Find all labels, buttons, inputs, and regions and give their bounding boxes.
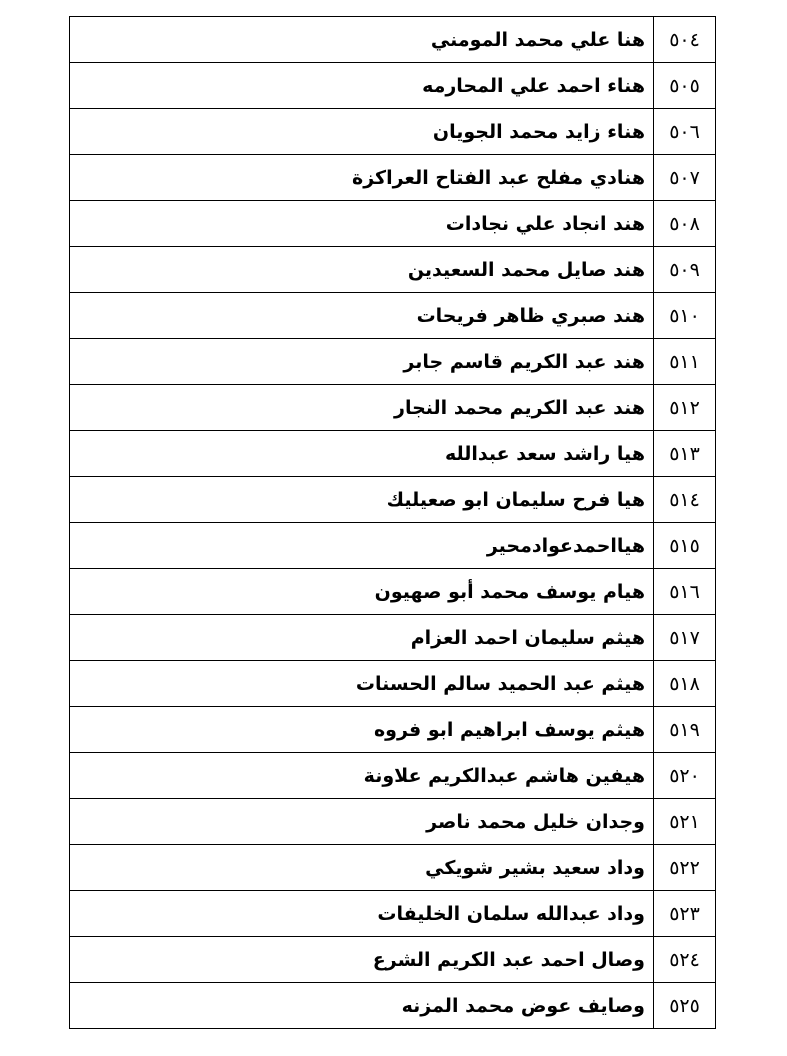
person-name: هيثم يوسف ابراهيم ابو فروه: [70, 707, 654, 753]
person-name: وجدان خليل محمد ناصر: [70, 799, 654, 845]
table-row: [70, 17, 716, 63]
table-row: [70, 799, 716, 845]
person-name: هناء احمد علي المحارمه: [70, 63, 654, 109]
row-number: ٥٢٤: [654, 937, 716, 983]
person-name: هند صبري ظاهر فريحات: [70, 293, 654, 339]
row-number: ٥١٢: [654, 385, 716, 431]
table-row: [70, 201, 716, 247]
row-number: ٥٠٩: [654, 247, 716, 293]
row-number: ٥٢٢: [654, 845, 716, 891]
row-number: ٥٢٠: [654, 753, 716, 799]
table-row: [70, 845, 716, 891]
person-name: هند عبد الكريم محمد النجار: [70, 385, 654, 431]
row-number: ٥٠٦: [654, 109, 716, 155]
table-row: [70, 937, 716, 983]
person-name: هند صايل محمد السعيدين: [70, 247, 654, 293]
person-name: وصال احمد عبد الكريم الشرع: [70, 937, 654, 983]
person-name: هيثم سليمان احمد العزام: [70, 615, 654, 661]
person-name: هيفين هاشم عبدالكريم علاونة: [70, 753, 654, 799]
row-number: ٥١٨: [654, 661, 716, 707]
row-number: ٥٠٥: [654, 63, 716, 109]
person-name: هند انجاد علي نجادات: [70, 201, 654, 247]
person-name: هيا راشد سعد عبدالله: [70, 431, 654, 477]
person-name: وداد سعيد بشير شويكي: [70, 845, 654, 891]
row-number: ٥١٤: [654, 477, 716, 523]
names-table-container: [69, 16, 716, 1029]
row-number: ٥٠٨: [654, 201, 716, 247]
row-number: ٥١٣: [654, 431, 716, 477]
person-name: وصايف عوض محمد المزنه: [70, 983, 654, 1029]
table-row: [70, 247, 716, 293]
table-row: [70, 477, 716, 523]
table-row: [70, 707, 716, 753]
person-name: هيثم عبد الحميد سالم الحسنات: [70, 661, 654, 707]
table-row: [70, 385, 716, 431]
table-row: [70, 753, 716, 799]
row-number: ٥٠٤: [654, 17, 716, 63]
table-row: [70, 615, 716, 661]
table-row: [70, 63, 716, 109]
person-name: وداد عبدالله سلمان الخليفات: [70, 891, 654, 937]
person-name: هيا فرح سليمان ابو صعيليك: [70, 477, 654, 523]
names-table-body: [70, 17, 716, 1029]
row-number: ٥١٦: [654, 569, 716, 615]
person-name: هند عبد الكريم قاسم جابر: [70, 339, 654, 385]
table-row: [70, 155, 716, 201]
table-row: [70, 339, 716, 385]
names-table: [69, 16, 716, 1029]
table-row: [70, 523, 716, 569]
row-number: ٥٢١: [654, 799, 716, 845]
table-row: [70, 431, 716, 477]
table-row: [70, 293, 716, 339]
row-number: ٥٢٥: [654, 983, 716, 1029]
person-name: هناء زايد محمد الجويان: [70, 109, 654, 155]
person-name: هيااحمدعوادمحير: [70, 523, 654, 569]
row-number: ٥١٥: [654, 523, 716, 569]
table-row: [70, 983, 716, 1029]
person-name: هنادي مفلح عبد الفتاح العراكزة: [70, 155, 654, 201]
row-number: ٥١٩: [654, 707, 716, 753]
row-number: ٥١٠: [654, 293, 716, 339]
row-number: ٥١١: [654, 339, 716, 385]
table-row: [70, 661, 716, 707]
person-name: هنا علي محمد المومني: [70, 17, 654, 63]
table-row: [70, 891, 716, 937]
person-name: هيام يوسف محمد أبو صهيون: [70, 569, 654, 615]
row-number: ٥١٧: [654, 615, 716, 661]
row-number: ٥٢٣: [654, 891, 716, 937]
table-row: [70, 109, 716, 155]
table-row: [70, 569, 716, 615]
row-number: ٥٠٧: [654, 155, 716, 201]
